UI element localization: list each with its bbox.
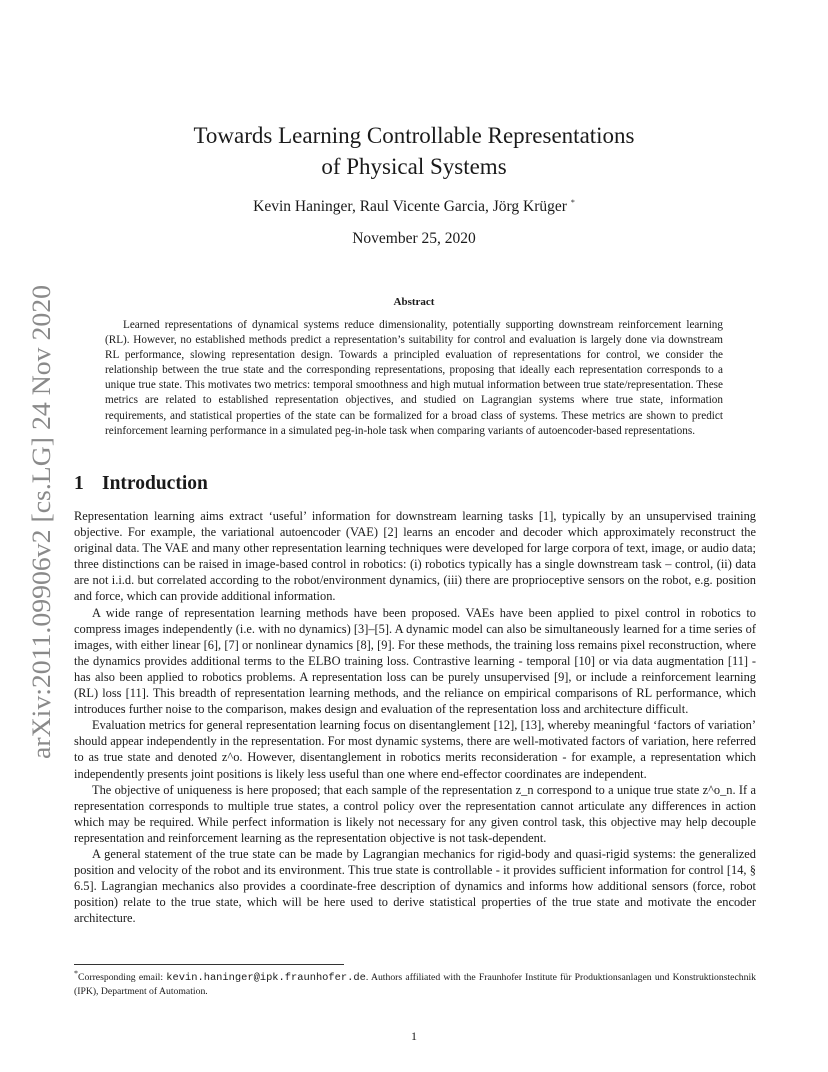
footnote-mark: * bbox=[74, 969, 79, 978]
footnote-prefix: Corresponding email: bbox=[78, 972, 167, 984]
paper-title-line-1: Towards Learning Controllable Representations bbox=[193, 123, 635, 148]
intro-paragraph-4: The objective of uniqueness is here proposed; that each sample of the representation z_n correspond to a unique true state z^o_n. If a representation corresponds to multiple true states, a control policy over the representation cannot articulate any differences in action which may be required. While perfect information is likely not necessary for any given control task, this objective may help decouple representation and reinforcement learning as the representation objective is not task-dependent. bbox=[74, 782, 756, 845]
intro-paragraph-1: Representation learning aims extract ‘useful’ information for downstream learning tasks [1], typically by an unsupervised training objective. For example, the variational autoencoder (VAE) [2] learns an encoder and decoder which approximately reconstruct the original data. The VAE and many other representation learning techniques were developed for large corpora of text, image, or audio data; three distinctions can be raised in image-based control in robotics: (i) robotics typically has a single downstream task – control, (ii) data are not i.i.d. but correlated according to the robot/environment dynamics, (iii) there are proprioceptive sensors on the robot, e.g. position and force, which can provide additional information. bbox=[74, 509, 756, 604]
footnote-divider bbox=[74, 964, 344, 965]
footnote-email: kevin.haninger@ipk.fraunhofer.de bbox=[166, 972, 366, 985]
abstract-heading: Abstract bbox=[393, 296, 435, 308]
section-number: 1 bbox=[74, 473, 84, 494]
paper-title-line-2: of Physical Systems bbox=[321, 154, 507, 179]
arxiv-stamp-text: arXiv:2011.09906v2 [cs.LG] 24 Nov 2020 bbox=[27, 315, 56, 759]
arxiv-stamp bbox=[19, 283, 59, 759]
intro-paragraph-5: A general statement of the true state can be made by Lagrangian mechanics for rigid-body and quasi-rigid systems: the generalized position and velocity of the robot and its environment. This true state is controllable - it provides sufficient information for control [14, § 6.5]. Lagrangian mechanics also provides a coordinate-free description of dynamics and informs how additional sensors (force, robot position) relate to the true state, which will be here used to derive statistical properties of the true state and motivate the encoder architecture. bbox=[74, 846, 756, 926]
author-list bbox=[0, 198, 828, 216]
intro-paragraph-2: A wide range of representation learning methods have been proposed. VAEs have been applied to pixel control in robotics to compress images independently (i.e. with no dynamics) [3]–[5]. A dynamic model can also be simultaneously learned for a time series of images, with either linear [6], [7] or nonlinear dynamics [8], [9]. For these methods, the training loss remains pixel reconstruction, where the dynamics provides additional terms to the ELBO training loss. Contrastive learning - temporal [10] or via data augmentation [11] - has also been applied to robotics problems. A representation loss can be purely unsupervised [9], or include a reinforcement learning (RL) loss [11]. This breadth of representation learning methods, and the reliance on empirical comparisons of RL performance, which introduces further noise to the comparison, makes design and evaluation of the representation loss and architecture difficult. bbox=[74, 605, 756, 717]
authors-text: Kevin Haninger, Raul Vicente Garcia, Jörg Krüger bbox=[253, 198, 567, 216]
abstract-text: Learned representations of dynamical systems reduce dimensionality, potentially supporting downstream reinforcement learning (RL). However, no established methods predict a representation’s suitability for control and evaluation is largely done via downstream RL performance, slowing representation design. Towards a principled evaluation of representations for control, we consider the relationship between the true state and the corresponding representations, proposing that ideally each representation corresponds to a unique true state. This motivates two metrics: temporal smoothness and high mutual information between true state/representation. These metrics are related to established representation objectives, and studied on Lagrangian systems where true state, information requirements, and statistical properties of the state can be formalized for a broad class of systems. These metrics are shown to predict reinforcement learning performance in a simulated peg-in-hole task when comparing variants of autoencoder-based representations. bbox=[105, 319, 723, 437]
section-heading bbox=[74, 473, 208, 495]
paper-date: November 25, 2020 bbox=[352, 230, 476, 247]
section-title: Introduction bbox=[102, 473, 208, 494]
page-number: 1 bbox=[411, 1029, 417, 1043]
intro-paragraph-3: Evaluation metrics for general representation learning focus on disentanglement [12], [13], whereby meaningful ‘factors of variation’ should appear independently in the representation. For most dynamic systems, there are well-motivated factors of variation, here referred to as true state and denoted z^o. However, disentanglement in robotics merits reconsideration - for example, a representation which independently presents joint positions is likely less useful than one where end-effector coordinates are independent. bbox=[74, 718, 756, 781]
author-footnote-mark: * bbox=[570, 198, 575, 207]
footnote-suffix: . Authors affiliated with the Fraunhofer Institute für Produktionsanlagen und Konstruktionstechnik (IPK), Department of Automation. bbox=[74, 972, 756, 998]
footnote bbox=[74, 967, 756, 998]
body-text bbox=[74, 508, 756, 926]
